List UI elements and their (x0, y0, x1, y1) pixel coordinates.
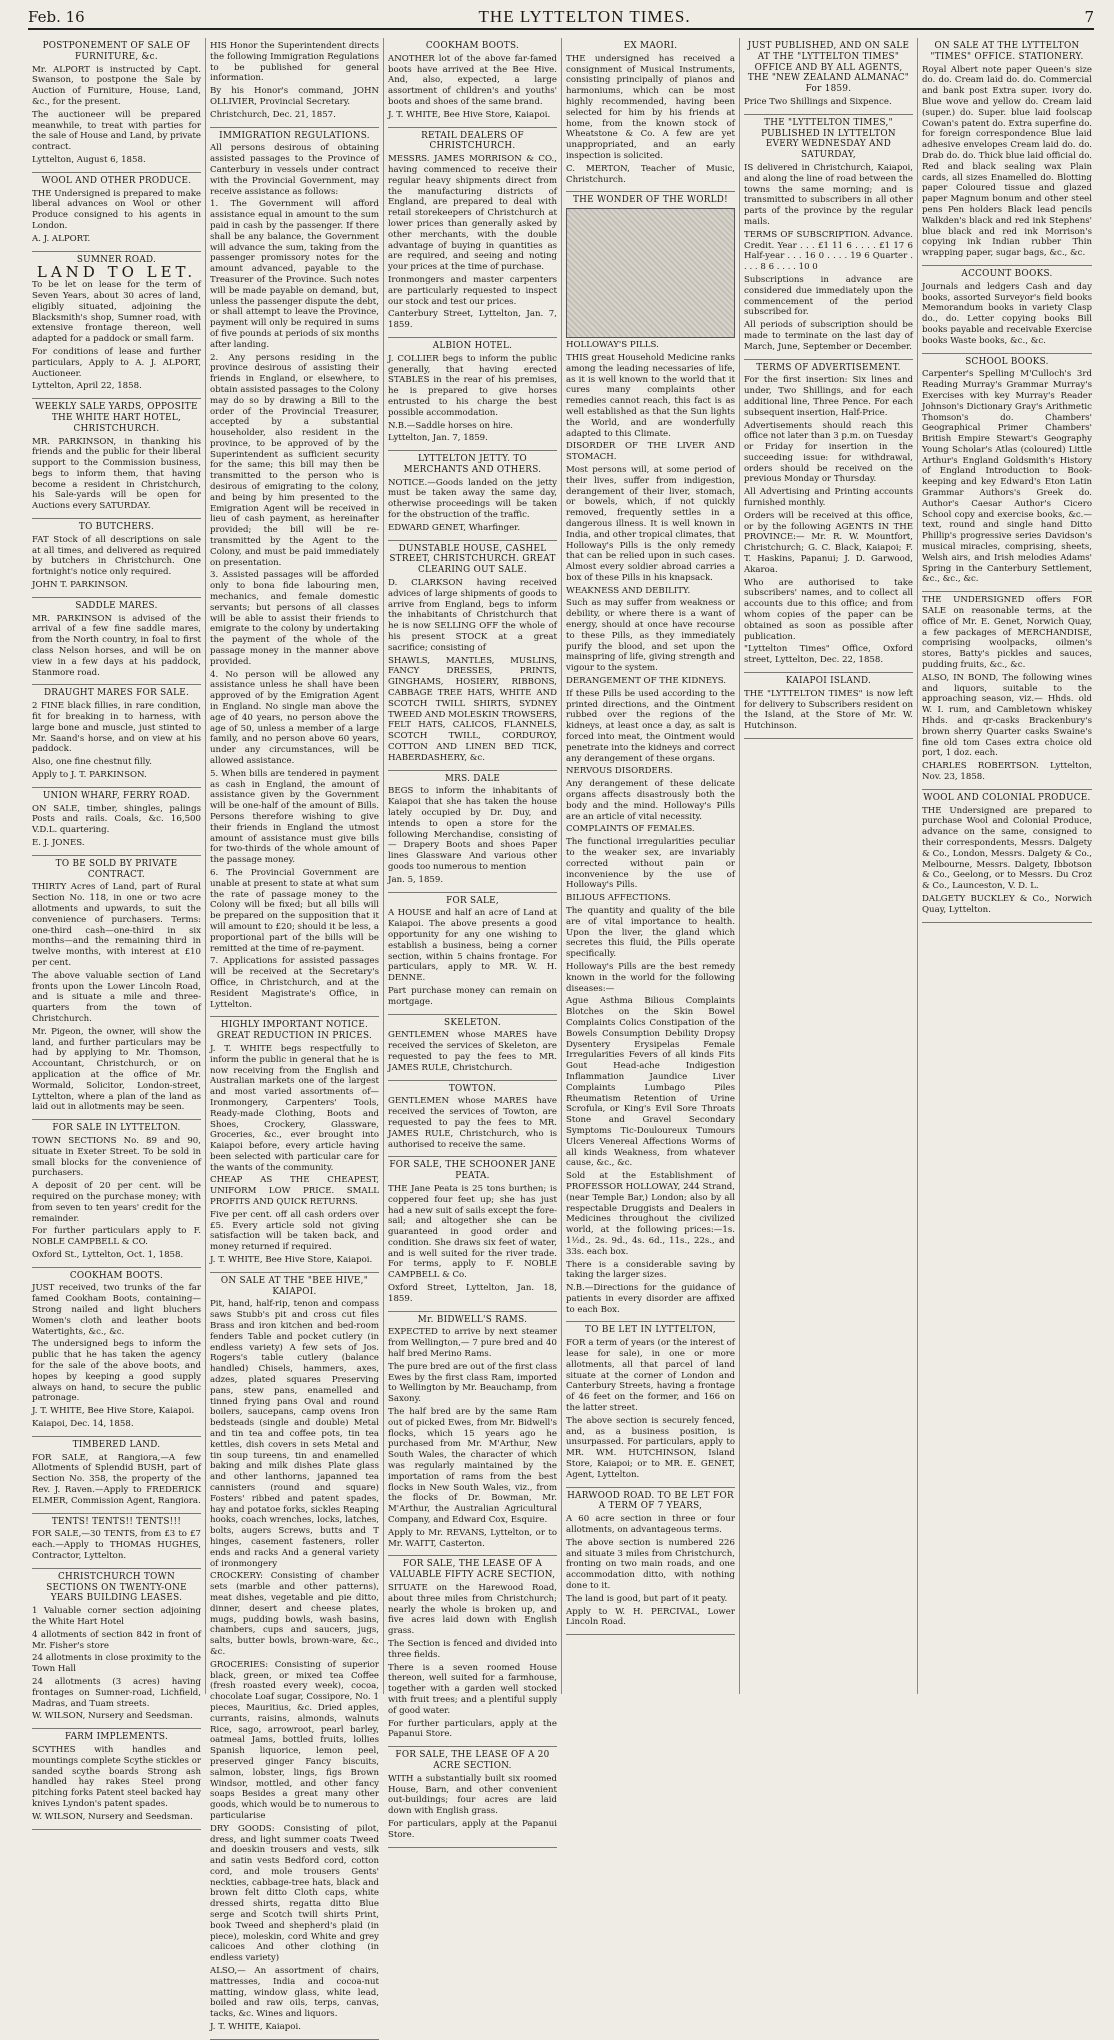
ad-paragraph: Who are authorised to take subscribers' names, and to collect all accounts due to this office; and from whom copies of the paper can be obtained as soon as possible after publication. (744, 577, 913, 642)
ad-paragraph: J. T. WHITE, Bee Hive Store, Kaiapoi. (388, 109, 551, 120)
advertisement (744, 673, 913, 739)
ad-paragraph: Also, one fine chestnut filly. (32, 757, 152, 768)
ad-paragraph: Apply to W. H. PERCIVAL, Lower Lincoln Road. (566, 1606, 735, 1628)
column-1 (28, 38, 206, 1822)
ad-paragraph: Journals and ledgers Cash and day books, assorted Surveyor's field books Memorandum books in variety Clasp do., do. Letter copying books Bill books payable and receivable Exercise books Waste books, &c., &c. (922, 281, 1092, 346)
ad-heading: TO BE SOLD BY PRIVATE CONTRACT. (55, 858, 178, 880)
advertisement (32, 1437, 201, 1514)
ad-paragraph: By his Honor's command, JOHN OLLIVIER, Provincial Secretary. (210, 86, 379, 107)
ad-paragraph: BEGS to inform the inhabitants of Kaiapoi that she has taken the house lately occupied by Dr. Duy, and intends to open a store for the following Merchandise, consisting of— Drapery Boots and shoes Paper lines Glassware And various other goods too numerous to mention (388, 786, 557, 872)
ad-paragraph: For conditions of lease and further particulars, Apply to A. J. ALPORT, Auctioneer. (32, 346, 201, 379)
ad-paragraph: GROCERIES: Consisting of superior black, green, or mixed tea Coffee (fresh roasted every week), cocoa, chocolate Loaf sugar, Cossipore, No. 1 pieces, Mauritius, &c. Dried apples, currants, raisins, almonds, walnuts Rice, sago, arrowroot, pearl barley, oatmeal Jams, bottled fruits, lollies Spanish liquorice, lemon peel, preserved ginger Fancy biscuits, salmon, lobster, lings, figs Brown Windsor, mottled, and other fancy soaps Besides a great many other goods, which would be to numerous to particularise (210, 1659, 379, 1821)
ad-paragraph: TERMS OF SUBSCRIPTION. Advance. Credit. Year . . . £1 11 6 . . . . £1 17 6 Half-year . . . 16 0 . . . . 19 6 Quarter . . . . 8 6 . . . . 10 0 (744, 229, 913, 273)
ad-paragraph: 4 allotments of section 842 in front of Mr. Fisher's store (32, 1629, 201, 1651)
ad-heading: EX MAORI. (623, 41, 678, 51)
ad-heading: ON SALE AT THE "BEE HIVE," KAIAPOI. (220, 1275, 369, 1297)
ad-paragraph: The above section is securely fenced, and, as a business position, is unsurpassed. For particulars, apply to MR. WM. HUTCHINSON, Island Store, Kaiapoi; or to MR. E. GENET, Agent, Lyttelton. (566, 1415, 735, 1480)
ad-paragraph: CHEAP AS THE CHEAPEST, UNIFORM LOW PRICE. SMALL PROFITS AND QUICK RETURNS. (210, 1175, 379, 1208)
ad-paragraph: THE "LYTTELTON TIMES" is now left for delivery to Subscribers resident on the Island, at the Store of Mr. W. Hutchinson. (744, 688, 913, 732)
ad-paragraph: Apply to Mr. REVANS, Lyttelton, or to Mr. WAITT, Casterton. (388, 1527, 557, 1549)
ad-paragraph: GENTLEMEN whose MARES have received the services of Towton, are requested to pay the fees to MR. JAMES RULE, Christchurch, who is authorised to receive the same. (388, 1096, 557, 1150)
ad-paragraph: THE UNDERSIGNED offers FOR SALE on reasonable terms, at the office of Mr. E. Genet, Norwich Quay, a few packages of MERCHANDISE, comprising woolpacks, oilmen's stores, Batty's pickles and sauces, pudding fruits, &c., &c. (922, 595, 1092, 671)
ad-heading: TO BE LET IN LYTTELTON, (585, 1325, 716, 1336)
ad-paragraph: EDWARD GENET, Wharfinger. (388, 522, 521, 533)
ad-paragraph: TOWN SECTIONS No. 89 and 90, situate in Exeter Street. To be sold in small blocks for the convenience of purchasers. (32, 1135, 201, 1179)
ad-paragraph: For the first insertion: Six lines and under, Two Shillings, and for each additional line, Three Pence. For each subsequent insertion, Half-Price. (744, 375, 913, 418)
ad-paragraph: The functional irregularities peculiar to the weaker sex, are invariably corrected without pain or inconvenience by the use of Holloway's Pills. (566, 837, 735, 891)
ad-heading: MRS. DALE (444, 773, 501, 784)
advertisement (922, 38, 1092, 266)
ad-paragraph: THE Undersigned are prepared to purchase Wool and Colonial Produce, advance on the same, consigned to their correspondents, Messrs. Dalgety & Co., London, Messrs. Dalgety & Co., Melbourne, Messrs. Dalgety, Ibbotson & Co., Geelong, or to Messrs. Du Croz & Co., Launceston, V. D. L. (922, 805, 1092, 892)
advertisement (32, 788, 201, 856)
ad-heading: TIMBERED LAND. (72, 1439, 161, 1450)
ad-paragraph: 1 Valuable corner section adjoining the White Hart Hotel (32, 1606, 201, 1627)
ad-paragraph: CHARLES ROBERTSON. Lyttelton, Nov. 23, 1858. (922, 761, 1092, 782)
ad-paragraph: 24 allotments (3 acres) having frontages on Sumner-road, Lichfield, Madras, and Tuam streets. (32, 1676, 201, 1709)
ad-paragraph: To be let on lease for the term of Seven Years, about 30 acres of land, eligibly situated, adjoining the Blacksmith's shop, Sumner road, with extensive frontage thereon, well adapted for a paddock or small farm. (32, 280, 201, 345)
page-number: 7 (1084, 8, 1094, 26)
ad-paragraph: NERVOUS DISORDERS. (566, 766, 673, 777)
advertisement (32, 856, 201, 1120)
ad-paragraph: 7. Applications for assisted passages will be received at the Secretary's Office, in Christchurch, and at the Resident Magistrate's Office, in Lyttelton. (210, 956, 379, 1010)
ad-paragraph: J. COLLIER begs to inform the public generally, that having erected STABLES in the rear of his premises, he is prepared to give horses entrusted to his charge the best possible accommodation. (388, 353, 557, 418)
advertisement (388, 1312, 557, 1557)
ad-paragraph: ALSO,— An assortment of chairs, mattresses, India and cocoa-nut matting, window glass, white lead, boiled and raw oils, terps, canvas, tacks, &c. Wines and liquors. (210, 1966, 379, 2020)
ad-heading: HIGHLY IMPORTANT NOTICE. GREAT REDUCTION IN PRICES. (216, 1020, 373, 1042)
masthead (28, 6, 1094, 30)
ad-paragraph: D. CLARKSON having received advices of large shipments of goods to arrive from England, begs to inform the inhabitants of Christchurch that he is now SELLING OFF the whole of his present STOCK at a great sacrifice; consisting of (388, 578, 557, 653)
ad-paragraph: 6. The Provincial Government are unable at present to state at what sum the rate of passage money to the Colony will be fixed; but all bills will be prepared on the supposition that it will amount to £20; should it be less, a proportional part of the bills will be remitted at the time of re-payment. (210, 867, 379, 954)
ad-paragraph: Carpenter's Spelling M'Culloch's 3rd Reading Murray's Grammar Murray's Exercises with key Murray's Reader Johnson's Dictionary Gray's Arithmetic Thomson's do. Chambers' Geographical Primer Chambers' British Empire Stewart's Geography Young Scholar's Atlas (coloured) Little Arthur's England Goldsmith's History of England Introduction to Book-keeping and key Edward's Eton Latin Grammar Authors's Greek do. Author's Caesar Author's Cicero School copy and exercise books, &c.—text, round and single hand Ditto Phillip's progressive series Davidson's musical miracles, comprising, sheets, Welsh airs, and Irish melodies Adams' Spring in the Canterbury Settlement, &c., &c., &c. (922, 369, 1092, 585)
ad-paragraph: FOR SALE, at Rangiora,—A few Allotments of Splendid BUSH, part of Section No. 358, the property of the Rev. J. Raven.—Apply to FREDERICK ELMER, Commission Agent, Rangiora. (32, 1452, 201, 1506)
advertisement (210, 1017, 379, 1273)
ad-paragraph: Oxford Street, Lyttelton, Jan. 18, 1859. (388, 1283, 557, 1304)
advertisement (388, 1157, 557, 1311)
ad-paragraph: All persons desirous of obtaining assisted passages to the Province of Canterbury in vessels under contract with the Provincial Government, may receive assistance as follows: (210, 143, 379, 197)
ad-paragraph: N.B.—Directions for the guidance of patients in every disorder are affixed to each Box. (566, 1283, 735, 1315)
ad-heading: DRAUGHT MARES FOR SALE. (43, 688, 190, 699)
advertisement (32, 1569, 201, 1729)
ad-heading: KAIAPOI ISLAND. (785, 676, 872, 687)
advertisement (922, 790, 1092, 923)
ad-paragraph: Orders will be received at this office, or by the following AGENTS IN THE PROVINCE:— Mr. R. W. Mountfort, Christchurch; G. C. Black, Kaiapoi; F. T. Haskins, Papanui; J. D. Garwood, Akaroa. (744, 510, 913, 575)
ad-paragraph: FOR SALE,—30 TENTS, from £3 to £7 each.—Apply to THOMAS HUGHES, Contractor, Lyttelton. (32, 1529, 201, 1562)
ad-paragraph: Royal Albert note paper Queen's size do. do. Cream laid do. do. Commercial and bank post Extra super. ivory do. Blue wove and yellow do. Cream laid (super.) do. Super. blue laid foolscap Cowan's patent do. Extra superfine do. for foreign correspondence Blue laid adhesive envelopes Cream laid do. do. Drab do. do. Thick blue laid official do. Red and black sealing wax Plain cards, all sizes Enamelled do. Blotting paper Coloured tissue and glazed paper Magnum bonum and other steel pens Pen holders Black lead pencils Walkden's black and red ink Stephens' blue black and red ink Morrison's copying ink Indian rubber Thin wrapping paper, sugar bags, &c., &c. (922, 64, 1092, 259)
advertisement (210, 1273, 379, 2040)
ad-paragraph: Any derangement of these delicate organs affects disastrously both the body and the mind. Holloway's Pills are an article of vital necessity. (566, 779, 735, 822)
ad-heading: ON SALE AT THE LYTTELTON "TIMES" OFFICE. STATIONERY. (930, 41, 1084, 62)
ad-paragraph: A 60 acre section in three or four allotments, on advantageous terms. (566, 1514, 735, 1536)
advertisement (32, 399, 201, 519)
ad-heading: DUNSTABLE HOUSE, CASHEL STREET, CHRISTCHURCH. GREAT CLEARING OUT SALE. (389, 543, 556, 576)
ad-heading: SKELETON. (444, 1017, 501, 1028)
advertisement (388, 1556, 557, 1747)
ad-paragraph: Holloway's Pills are the best remedy known in the world for the following diseases:— (566, 961, 735, 994)
ad-paragraph: For further particulars, apply at the Papanui Store. (388, 1718, 557, 1740)
advertisement (566, 38, 735, 192)
ad-paragraph: EXPECTED to arrive by next steamer from Wellington,— 7 pure bred and 40 half bred Merino Rams. (388, 1327, 557, 1360)
advertisement (388, 1081, 557, 1158)
ad-paragraph: 2 FINE black fillies, in rare condition, fit for breaking in to harness, with large bone and muscle, just stinted to Mr. Saand's horse, and on view at his paddock. (32, 701, 201, 755)
ad-heading: THE WONDER OF THE WORLD! (573, 195, 728, 206)
column-2 (206, 38, 384, 2033)
ad-paragraph: FOR a term of years (or the interest of lease for sale), in one or more allotments, all that parcel of land situate at the corner of London and Canterbury Streets, having a frontage of 46 feet on the former, and 166 on the latter street. (566, 1338, 735, 1414)
advertisement (32, 1514, 201, 1569)
ad-paragraph: C. MERTON, Teacher of Music, Christchurch. (566, 163, 735, 185)
advertisement (566, 1488, 735, 1636)
advertisement (32, 1268, 201, 1437)
ad-heading: UNION WHARF, FERRY ROAD. (42, 790, 191, 801)
ad-paragraph: Advertisements should reach this office not later than 3 p.m. on Tuesday or Friday for insertion in the succeeding issue: for withdrawal, orders should be received on the previous Monday or Thursday. (744, 420, 913, 485)
advertisement (744, 360, 913, 674)
engraving-illustration (566, 208, 735, 338)
advertisement (388, 893, 557, 1015)
ad-heading: SCHOOL BOOKS. (965, 356, 1049, 367)
ad-paragraph: FAT Stock of all descriptions on sale at all times, and delivered as required by butchers in Christchurch. One fortnight's notice only required. (32, 534, 201, 578)
ad-paragraph: All periods of subscription should be made to terminate on the last day of March, June, September or December. (744, 320, 913, 352)
ad-heading: SADDLE MARES. (75, 600, 158, 611)
ad-paragraph: Ague Asthma Bilious Complaints Blotches on the Skin Bowel Complaints Colics Constipation of the Bowels Consumption Debility Dropsy Dysentery Erysipelas Female Irregularities Fevers of all kinds Fits Gout Head-ache Indigestion Inflammation Jaundice Liver Complaints Lumbago Piles Rheumatism Retention of Urine Scrofula, or King's Evil Sore Throats Stone and Gravel Secondary Symptoms Tic-Douloureux Tumours Ulcers Venereal Affections Worms of all kinds Weakness, from whatever cause, &c., &c. (566, 996, 735, 1169)
advertisement (388, 1015, 557, 1081)
ad-paragraph: Subscriptions in advance are considered due immediately upon the commencement of the period subscribed for. (744, 274, 913, 318)
ad-paragraph: Part purchase money can remain on mortgage. (388, 985, 557, 1007)
ad-paragraph: There is a considerable saving by taking the larger sizes. (566, 1259, 735, 1281)
ad-heading: SUMNER ROAD. (76, 254, 157, 265)
ad-paragraph: Mr. Pigeon, the owner, will show the land, and further particulars may be had by applying to Mr. Thomson, Accountant, Christchurch, or on application at the office of Mr. Wormald, Solicitor, London-street, Lyttelton, where a plan of the land as laid out in allotments may be seen. (32, 1026, 201, 1113)
ad-paragraph: A deposit of 20 per cent. will be required on the purchase money; with from seven to ten years' credit for the remainder. (32, 1181, 201, 1224)
ad-paragraph: CROCKERY: Consisting of chamber sets (marble and other patterns), meat dishes, vegetable and pie ditto, dinner, desert and cheese plates, mugs, pudding bowls, wash basins, chambers, cups and saucers, jugs, salts, butter bowls, brown-ware, &c., &c. (210, 1571, 379, 1657)
advertisement (32, 173, 201, 252)
ad-heading: FOR SALE, (446, 895, 499, 906)
ad-heading: FOR SALE IN LYTTELTON. (52, 1123, 181, 1134)
advertisement (32, 252, 201, 400)
ad-paragraph: 5. When bills are tendered in payment as cash in England, the amount of assistance given by the Government will be one-half of the amount of Bills. Persons therefore wishing to give their friends in England the utmost amount of assistance must give bills for two-thirds of the whole amount of the passage money. (210, 768, 379, 866)
ad-paragraph: Five per cent. off all cash orders over £5. Every article sold not giving satisfaction will be taken back, and money returned if required. (210, 1209, 379, 1253)
ad-heading: HARWOOD ROAD. TO BE LET FOR A TERM OF 7 YEARS, (567, 1490, 734, 1512)
ad-paragraph: HIS Honor the Superintendent directs the following Immigration Regulations to be published for general information. (210, 41, 379, 84)
ad-paragraph: GENTLEMEN whose MARES have received the services of Skeleton, are requested to pay the fees to MR. JAMES RULE, Christchurch. (388, 1030, 557, 1073)
ad-paragraph: THE Jane Peata is 25 tons burthen; is coppered four feet up; she has just had a new suit of sails except the fore-sail; and altogether she can be guaranteed in good order and condition. She draws six feet of water, and is well suited for the river trade. For terms, apply to F. NOBLE CAMPBELL & Co. (388, 1183, 557, 1281)
ad-heading: IMMIGRATION REGULATIONS. (219, 130, 370, 141)
ad-paragraph: Jan. 5, 1859. (388, 874, 444, 885)
ad-paragraph: MR. PARKINSON, in thanking his friends and the public for their liberal support to the Commission business, begs to inform them, that having become a resident in Christchurch, his Sale-yards will be open for Auctions every SATURDAY. (32, 436, 201, 512)
advertisement (922, 266, 1092, 354)
ad-heading: FOR SALE, THE SCHOONER JANE PEATA. (389, 1160, 556, 1182)
advertisement (210, 128, 379, 1018)
ad-paragraph: All Advertising and Printing accounts furnished monthly. (744, 487, 913, 509)
ad-paragraph: The land is good, but part of it peaty. (566, 1593, 728, 1604)
ad-heading: FOR SALE, THE LEASE OF A VALUABLE FIFTY ACRE SECTION, (389, 1559, 556, 1581)
ad-paragraph: Price Two Shillings and Sixpence. (744, 96, 892, 107)
ad-paragraph: ALSO, IN BOND, The following wines and liquors, suitable to the approaching season, viz.— Hhds. old W. I. rum, and Cambletown whiskey Hhds. and qr-casks Brackenbury's brown sherry Quarter casks Swaine's fine old tom Cases extra choice old port, 1 doz. each. (922, 672, 1092, 759)
ad-heading: TERMS OF ADVERTISEMENT. (756, 362, 901, 373)
ad-paragraph: THIRTY Acres of Land, part of Rural Section No. 118, in one or two acre allotments and upwards, to suit the convenience of purchasers. Terms: one-third cash—one-third in six months—and the remaining third in twelve months, with interest at £10 per cent. (32, 882, 201, 968)
column-6 (918, 38, 1096, 1694)
columns (28, 38, 1096, 2033)
ad-paragraph: The undersigned begs to inform the public that he has taken the agency for the sale of the above boots, and hopes by keeping a good supply always on hand, to secure the public patronage. (32, 1339, 201, 1404)
advertisement (32, 38, 201, 173)
ad-heading: ACCOUNT BOOKS. (961, 268, 1053, 279)
ad-heading: Mr. BIDWELL'S RAMS. (417, 1314, 528, 1325)
ad-heading: TOWTON. (448, 1083, 497, 1094)
ad-heading: RETAIL DEALERS OF CHRISTCHURCH. (421, 130, 524, 152)
advertisement (32, 1729, 201, 1829)
issue-date: Feb. 16 (28, 8, 85, 26)
advertisement (388, 541, 557, 771)
ad-paragraph: ON SALE, timber, shingles, palings Posts and rails. Coals, &c. 16,500 V.D.L. quartering. (32, 803, 201, 836)
ad-paragraph: IS delivered in Christchurch, Kaiapoi, and along the line of road between the towns the same morning; and is transmitted to subscribers in all other parts of the province by the regular mails. (744, 162, 913, 227)
ad-paragraph: JOHN T. PARKINSON. (32, 580, 128, 591)
column-3 (384, 38, 562, 1840)
ad-paragraph: ANOTHER lot of the above far-famed boots have arrived at the Bee Hive. And, also, expected, a large assortment of children's and youths' boots and shoes of the same brand. (388, 53, 557, 107)
ad-paragraph: THE undersigned has received a consignment of Musical Instruments, consisting principally of pianos and harmoniums, which can be most highly recommended, having been selected for him by his friends at home, from the known stock of Wheatstone & Co. A few are yet unappropriated, and an early inspection is solicited. (566, 53, 735, 161)
ad-paragraph: Lyttelton, Jan. 7, 1859. (388, 433, 488, 444)
ad-paragraph: There is a seven roomed House thereon, well suited for a farmhouse, together with a garden well stocked with fruit trees; and a plentiful supply of good water. (388, 1662, 557, 1716)
ad-paragraph: 1. The Government will afford assistance equal in amount to the sum paid in cash by the passenger. If there shall be any balance, the Government will advance the sum, taking from the passenger promissory notes for the amount advanced, payable to the Treasurer of the Province. Such notes will be made payable on demand, but, unless the passenger dispute the debt, or shall attempt to leave the Province, payment will only be required in sums of five pounds at periods of six months after landing. (210, 199, 379, 350)
ad-heading: POSTPONEMENT OF SALE OF FURNITURE, &c. (42, 41, 191, 62)
ad-paragraph: If these Pills be used according to the printed directions, and the Ointment rubbed over the regions of the kidneys, at least once a day, as salt is forced into meat, the Ointment would penetrate into the kidneys and correct any derangement of these organs. (566, 688, 735, 764)
ad-paragraph: Most persons will, at some period of their lives, suffer from indigestion, derangement of their liver, stomach, or bowels, which, if not quickly removed, frequently settles in a dangerous illness. It is well known in India, and other tropical climates, that Holloway's Pills is the only remedy that can be relied upon in such cases. Almost every soldier abroad carries a box of these Pills in his knapsack. (566, 464, 735, 583)
ad-paragraph: 4. No person will be allowed any assistance unless he shall have been approved of by the Emigration Agent in England. No single man above the age of 40 years, no person above the age of 50, unless a member of a large family, and no person above 60 years, under any circumstances, will be allowed assistance. (210, 669, 379, 766)
ad-paragraph: Oxford St., Lyttelton, Oct. 1, 1858. (32, 1249, 184, 1260)
ad-paragraph: JUST received, two trunks of the far famed Cookham Boots, containing— Strong nailed and light bluchers Women's cloth and leather boots Watertights, &c., &c. (32, 1283, 201, 1337)
ad-paragraph: E. J. JONES. (32, 838, 85, 848)
ad-paragraph: 3. Assisted passages will be afforded only to bona fide labouring men, mechanics, and female domestic servants; but persons of all classes will be able to assist their friends to emigrate to the colony by undertaking the payment of the whole of the passage money in the manner above provided. (210, 570, 379, 667)
ad-heading: FARM IMPLEMENTS. (64, 1732, 169, 1743)
ad-paragraph: HOLLOWAY'S PILLS. (566, 340, 659, 351)
advertisement (32, 519, 201, 598)
ad-paragraph: Apply to J. T. PARKINSON. (32, 770, 147, 781)
advertisement (922, 354, 1092, 593)
ad-paragraph: W. WILSON, Nursery and Seedsman. (32, 1811, 193, 1822)
ad-paragraph: Christchurch, Dec. 21, 1857. (210, 109, 336, 120)
ad-paragraph: Kaiapoi, Dec. 14, 1858. (32, 1419, 134, 1430)
ad-paragraph: The quantity and quality of the bile are of vital importance to health. Upon the liver, the gland which secretes this fluid, the Pills operate specifically. (566, 906, 735, 960)
ad-paragraph: N.B.—Saddle horses on hire. (388, 420, 514, 431)
ad-heading: COOKHAM BOOTS. (425, 41, 520, 51)
ad-paragraph: The above section is numbered 226 and situate 3 miles from Christchurch, fronting on two main roads, and one accommodation ditto, with nothing done to it. (566, 1537, 735, 1592)
ad-paragraph: J. T. WHITE, Kaiapoi. (210, 2022, 301, 2033)
ad-paragraph: 24 allotments in close proximity to the Town Hall (32, 1653, 201, 1675)
ad-paragraph: Lyttelton, August 6, 1858. (32, 154, 146, 165)
advertisement (388, 38, 557, 128)
ad-paragraph: J. T. WHITE begs respectfully to inform the public in general that he is now receiving from the English and Australian markets one of the largest and most varied assortments of— Ironmongery, Carpenters' Tools, Ready-made Clothing, Boots and Shoes, Crockery, Glassware, Groceries, &c., ever brought into Kaiapoi before, every article having been selected with particular care for the wants of the community. (210, 1043, 379, 1173)
ad-paragraph: W. WILSON, Nursery and Seedsman. (32, 1711, 193, 1722)
advertisement (210, 38, 379, 128)
ad-heading: COOKHAM BOOTS. (69, 1270, 164, 1281)
advertisement (388, 128, 557, 338)
ad-paragraph: WITH a substantially built six roomed House, Barn, and other convenient out-buildings; four acres are laid down with English grass. (388, 1773, 557, 1817)
ad-paragraph: THIS great Household Medicine ranks among the leading necessaries of life, as it is well known to the world that it cures many complaints other remedies cannot reach, this fact is as well established as that the Sun lights the World, and are wonderfully adapted to this Climate. (566, 352, 735, 439)
ad-heading: WOOL AND COLONIAL PRODUCE. (923, 792, 1091, 803)
ad-paragraph: NOTICE.—Goods landed on the jetty must be taken away the same day, otherwise proceedings will be taken for the obstruction of the traffic. (388, 477, 557, 521)
ad-heading: LYTTELTON JETTY. TO MERCHANTS AND OTHERS. (403, 454, 542, 475)
ad-heading: JUST PUBLISHED, AND ON SALE AT THE "LYTTELTON TIMES" OFFICE AND BY ALL AGENTS, THE "NEW ZEALAND ALMANAC" For 1859. (747, 41, 910, 95)
ad-paragraph: Lyttelton, April 22, 1858. (32, 381, 142, 392)
ad-paragraph: J. T. WHITE, Bee Hive Store, Kaiapoi. (210, 1255, 373, 1266)
ad-paragraph: MR. PARKINSON is advised of the arrival of a few fine saddle mares, from the North country, in foal to first class Nelson horses, and will be on view in a few days at his paddock, Stanmore road. (32, 613, 201, 678)
ad-paragraph: The half bred are by the same Ram out of picked Ewes, from Mr. Bidwell's flocks, which 15 years ago he purchased from Mr. M'Arthur, New South Wales, the character of which was regularly maintained by the importation of rams from the best flocks in New South Wales, viz., from the flocks of Dr. Bowman, Mr. M'Arthur, the Australian Agricultural Company, and Edward Cox, Esquire. (388, 1407, 557, 1526)
advertisement (32, 598, 201, 686)
ad-paragraph: SITUATE on the Harewood Road, about three miles from Christchurch; nearly the whole is broken up, and five acres laid down with English grass. (388, 1583, 557, 1637)
newspaper-title: THE LYTTELTON TIMES. (478, 7, 691, 26)
column-4 (562, 38, 740, 1694)
ad-paragraph: 2. Any persons residing in the province desirous of assisting their friends in England, or elsewhere, to obtain assisted passages to the Colony may do so by drawing a Bill to the order of the Provincial Treasurer, accepted by a substantial householder, also resident in the province, to be approved of by the Superintendent as sufficient security for the same; this bill may then be transmitted to the person who is desirous of emigrating to the colony, and being by him presented to the Emigration Agent will be received in lieu of cash payment, as hereinafter provided; the bill will be re-transmitted by the Agent to the Colony, and must be paid immediately on presentation. (210, 352, 379, 568)
advertisement (566, 192, 735, 1322)
advertisement (388, 451, 557, 541)
advertisement (744, 115, 913, 360)
ad-paragraph: WEAKNESS AND DEBILITY. (566, 585, 691, 596)
ad-paragraph: Such as may suffer from weakness or debility, or where there is a want of energy, should at once have recourse to these Pills, as they immediately purify the blood, and set upon the mainspring of life, giving strength and vigour to the system. (566, 598, 735, 674)
ad-paragraph: MESSRS. JAMES MORRISON & CO., having commenced to receive their regular heavy shipments direct from the manufacturing districts of England, are prepared to deal with retail storekeepers of Christchurch at lower prices than generally asked by other merchants, with the double advantage of buying in quantities as are required, and seeing and noting your prices at the time of purchase. (388, 154, 557, 273)
ad-paragraph: The above valuable section of Land fronts upon the Lower Lincoln Road, and is situate a mile and three-quarters from the town of Christchurch. (32, 970, 201, 1024)
ad-paragraph: BILIOUS AFFECTIONS. (566, 893, 671, 904)
ad-heading: FOR SALE, THE LEASE OF A 20 ACRE SECTION. (395, 1750, 550, 1771)
ad-paragraph: Ironmongers and master carpenters are particularly requested to inspect our stock and test our prices. (388, 274, 557, 307)
advertisement (566, 1322, 735, 1487)
advertisement (388, 1747, 557, 1847)
ad-paragraph: For particulars, apply at the Papanui Store. (388, 1818, 557, 1840)
advertisement (388, 338, 557, 451)
ad-paragraph: SCYTHES with handles and mountings complete Scythe stickles or sanded scythe boards Strong ash handled hay rakes Steel prong pitching forks Patent steel backed hay knives Lyndon's patent spades. (32, 1744, 201, 1809)
advertisement (388, 771, 557, 893)
ad-paragraph: A. J. ALPORT. (32, 233, 91, 244)
advertisement (922, 592, 1092, 790)
advertisement (32, 685, 201, 787)
ad-paragraph: Canterbury Street, Lyttelton, Jan. 7, 1859. (388, 309, 557, 331)
ad-heading: WEEKLY SALE YARDS, OPPOSITE THE WHITE HART HOTEL, CHRISTCHURCH. (35, 402, 198, 434)
ad-paragraph: DRY GOODS: Consisting of pilot, dress, and light summer coats Tweed and doeskin trousers and vests, silk and satin vests Bedford cord, cotton cord, and mole trousers Gents' neckties, cabbage-tree hats, black and brown felt ditto Cloth caps, white dressed shirts, regatta ditto Blue serge and Scotch twill shirts Print, book Tweed and shepherd's plaid (in piece), moleskin, cord White and grey calicoes And other clothing (in endless variety) (210, 1823, 379, 1964)
ad-heading: WOOL AND OTHER PRODUCE. (41, 175, 192, 186)
advertisement (32, 1120, 201, 1268)
ad-paragraph: THE Undersigned is prepared to make liberal advances on Wool or other Produce consigned to his agents in London. (32, 188, 201, 231)
ad-paragraph: COMPLAINTS OF FEMALES. (566, 824, 695, 835)
ad-paragraph: Sold at the Establishment of PROFESSOR HOLLOWAY, 244 Strand, (near Temple Bar,) London; also by all respectable Druggists and Dealers in Medicines throughout the civilized world, at the following prices:—1s. 1½d., 2s. 9d., 4s. 6d., 11s., 22s., and 33s. each box. (566, 1171, 735, 1257)
ad-heading: ALBION HOTEL. (432, 340, 513, 351)
ad-paragraph: Pit, hand, half-rip, tenon and compass saws Stubb's pit and cross cut files Brass and iron kitchen and bed-room fenders Table and pocket cutlery (in endless variety) A few sets of Jos. Rogers's table cutlery (balance handled) Chisels, hammers, axes, adzes, plated squares Preserving pans, stew pans, enamelled and tinned frying pans Oval and round boilers, saucepans, camp ovens Iron bedsteads (single and double) Metal and tin tea and coffee pots, tin tea kettles, dish covers in sets Metal and tin soup tureens, tin and enamelled baking and milk dishes Plate glass and other lanthorns, japanned tea cannisters (round and square) Fosters' ribbed and patent spades, hay and potatoe forks, sickles Reaping hooks, coach wrenches, locks, latches, bolts, augers Screws, butts and T hinges, casement fasteners, roller ends and racks And a general variety of ironmongery (210, 1299, 379, 1569)
ad-heading: CHRISTCHURCH TOWN SECTIONS ON TWENTY-ONE YEARS BUILDING LEASES. (46, 1571, 187, 1604)
ad-paragraph: The pure bred are out of the first class Ewes by the first class Ram, imported to Wellington by Mr. Beauchamp, from Saxony. (388, 1361, 557, 1405)
ad-paragraph: DERANGEMENT OF THE KIDNEYS. (566, 676, 727, 687)
ad-paragraph: DISORDER OF THE LIVER AND STOMACH. (566, 441, 735, 463)
ad-paragraph: "Lyttelton Times" Office, Oxford street, Lyttelton, Dec. 22, 1858. (744, 644, 913, 666)
ad-heading: TO BUTCHERS. (78, 522, 155, 533)
ad-paragraph: DALGETY BUCKLEY & Co., Norwich Quay, Lyttelton. (922, 893, 1092, 915)
column-5 (740, 38, 918, 1694)
ad-paragraph: For further particulars apply to F. NOBLE CAMPBELL & CO. (32, 1226, 201, 1248)
ad-heading: THE "LYTTELTON TIMES," PUBLISHED IN LYTTELTON EVERY WEDNESDAY AND SATURDAY, (761, 117, 896, 161)
ad-paragraph: SHAWLS, MANTLES, MUSLINS, FANCY DRESSES, PRINTS, GINGHAMS, HOSIERY, RIBBONS, CABBAGE TREE HATS, WHITE AND SCOTCH TWILL SHIRTS, SYDNEY TWEED AND MOLESKIN TROWSERS, FELT HATS, CALICOS, FLANNELS, SCOTCH TWILL, CORDUROY, COTTON AND LINEN BED TICK, HABERDASHERY, &c. (388, 655, 557, 763)
ad-paragraph: A HOUSE and half an acre of Land at Kaiapoi. The above presents a good opportunity for any one wishing to establish a business, being a corner section, within 5 chains frontage. For particulars, apply to MR. W. H. DENNE. (388, 908, 557, 984)
ad-paragraph: The auctioneer will be prepared meanwhile, to treat with parties for the sale of House and Land, by private contract. (32, 109, 201, 153)
ad-heading: TENTS! TENTS!! TENTS!!! (51, 1516, 182, 1527)
ad-paragraph: The Section is fenced and divided into three fields. (388, 1638, 557, 1660)
ad-paragraph: Mr. ALPORT is instructed by Capt. Swanson, to postpone the Sale by Auction of Furniture, House, Land, &c., for the present. (32, 64, 201, 107)
ad-paragraph: J. T. WHITE, Bee Hive Store, Kaiapoi. (32, 1406, 195, 1417)
ad-display-line: LAND TO LET. (36, 263, 197, 282)
advertisement (744, 38, 913, 115)
